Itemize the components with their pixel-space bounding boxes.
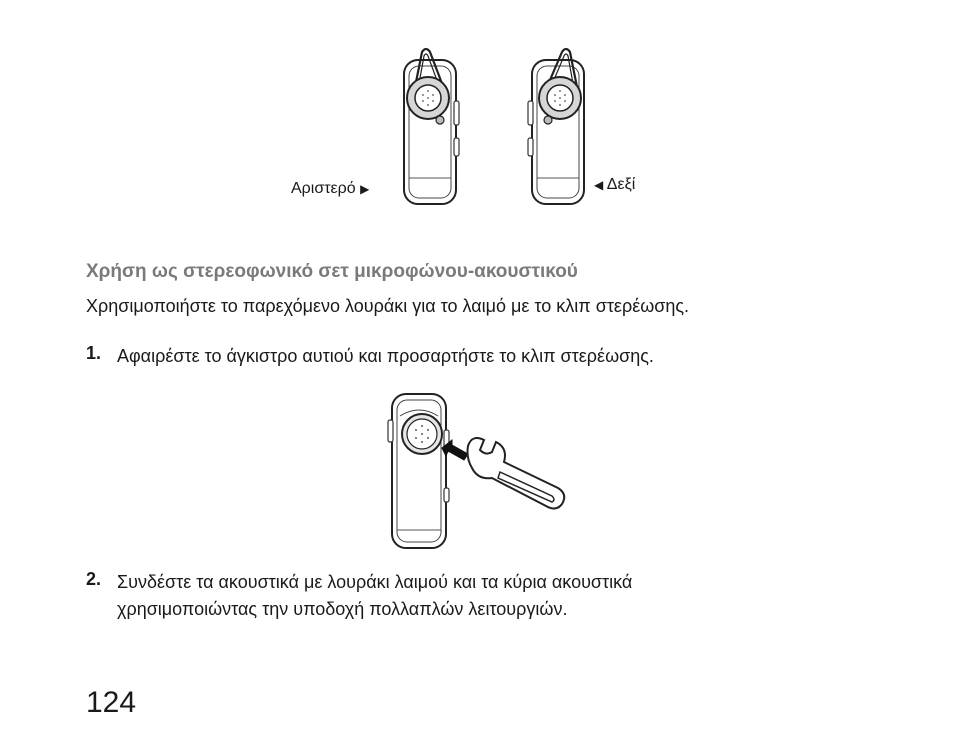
page-number: 124: [86, 686, 137, 719]
step-text-line-1: Συνδέστε τα ακουστικά με λουράκι λαιμού και τα κύρια ακουστικά: [117, 572, 633, 592]
triangle-left-icon: ◀: [594, 178, 604, 192]
step-text: Αφαιρέστε το άγκιστρο αυτιού και προσαρτήστε το κλιπ στερέωσης.: [117, 346, 654, 366]
step-number: 2.: [86, 569, 102, 589]
right-caption: ◀ Δεξί: [594, 176, 636, 193]
triangle-right-icon: ▶: [360, 182, 370, 196]
left-caption: Αριστερό ▶: [291, 180, 370, 197]
step-number: 1.: [86, 343, 102, 363]
section-intro: Χρησιμοποιήστε το παρεχόμενο λουράκι για το λαιμό με το κλιπ στερέωσης.: [86, 296, 690, 316]
step-text-line-2: χρησιμοποιώντας την υποδοχή πολλαπλών λειτουργιών.: [117, 599, 568, 619]
section-heading: Χρήση ως στερεοφωνικό σετ μικροφώνου-ακουστικού: [86, 261, 578, 282]
headset-left-illustration: [396, 46, 466, 208]
headset-right-illustration: [526, 46, 596, 208]
clip-attach-illustration: [386, 390, 568, 552]
